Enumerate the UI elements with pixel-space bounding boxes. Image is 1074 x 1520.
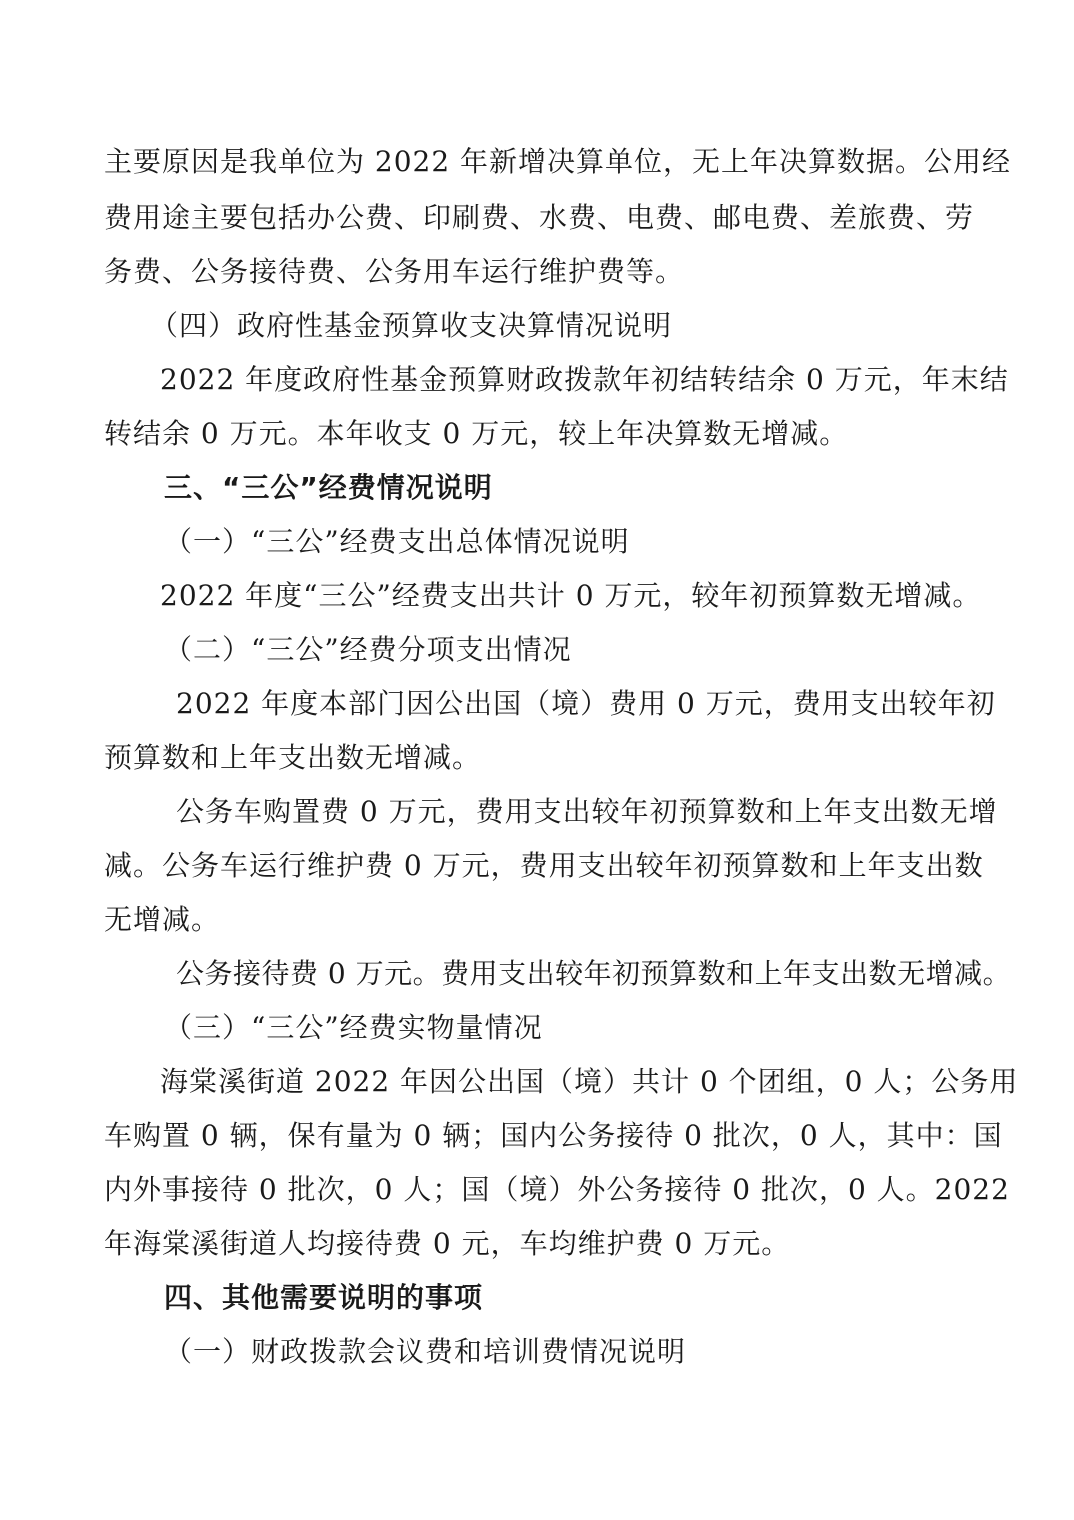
paragraph-line: 车购置 0 辆，保有量为 0 辆；国内公务接待 0 批次，0 人，其中：国 xyxy=(104,1119,1003,1152)
section-heading: 三、“三公”经费情况说明 xyxy=(164,471,493,504)
paragraph-line: 减。公务车运行维护费 0 万元，费用支出较年初预算数和上年支出数 xyxy=(104,849,984,882)
subsection-heading: （一）财政拨款会议费和培训费情况说明 xyxy=(164,1335,687,1368)
paragraph-line: 转结余 0 万元。本年收支 0 万元，较上年决算数无增减。 xyxy=(104,417,849,450)
subsection-heading: （三）“三公”经费实物量情况 xyxy=(164,1011,543,1044)
paragraph-line: 2022 年度“三公”经费支出共计 0 万元，较年初预算数无增减。 xyxy=(160,579,982,612)
paragraph-line: 海棠溪街道 2022 年因公出国（境）共计 0 个团组，0 人；公务用 xyxy=(160,1065,1019,1098)
paragraph-line: 公务车购置费 0 万元，费用支出较年初预算数和上年支出数无增 xyxy=(176,795,998,828)
paragraph-line: 内外事接待 0 批次，0 人；国（境）外公务接待 0 批次，0 人。2022 xyxy=(104,1173,1010,1206)
paragraph-line: 主要原因是我单位为 2022 年新增决算单位，无上年决算数据。公用经 xyxy=(104,145,1012,178)
paragraph-line: 务费、公务接待费、公务用车运行维护费等。 xyxy=(104,255,685,288)
subsection-heading: （四）政府性基金预算收支决算情况说明 xyxy=(150,309,673,342)
subsection-heading: （二）“三公”经费分项支出情况 xyxy=(164,633,572,666)
subsection-heading: （一）“三公”经费支出总体情况说明 xyxy=(164,525,630,558)
paragraph-line: 年海棠溪街道人均接待费 0 元，车均维护费 0 万元。 xyxy=(104,1227,791,1260)
paragraph-line: 2022 年度政府性基金预算财政拨款年初结转结余 0 万元，年末结 xyxy=(160,363,1009,396)
paragraph-line: 无增减。 xyxy=(104,903,221,936)
paragraph-line: 费用途主要包括办公费、印刷费、水费、电费、邮电费、差旅费、劳 xyxy=(104,201,975,234)
section-heading: 四、其他需要说明的事项 xyxy=(164,1281,484,1314)
paragraph-line: 2022 年度本部门因公出国（境）费用 0 万元，费用支出较年初 xyxy=(176,687,996,720)
paragraph-line: 预算数和上年支出数无增减。 xyxy=(104,741,482,774)
paragraph-line: 公务接待费 0 万元。费用支出较年初预算数和上年支出数无增减。 xyxy=(176,957,1012,990)
